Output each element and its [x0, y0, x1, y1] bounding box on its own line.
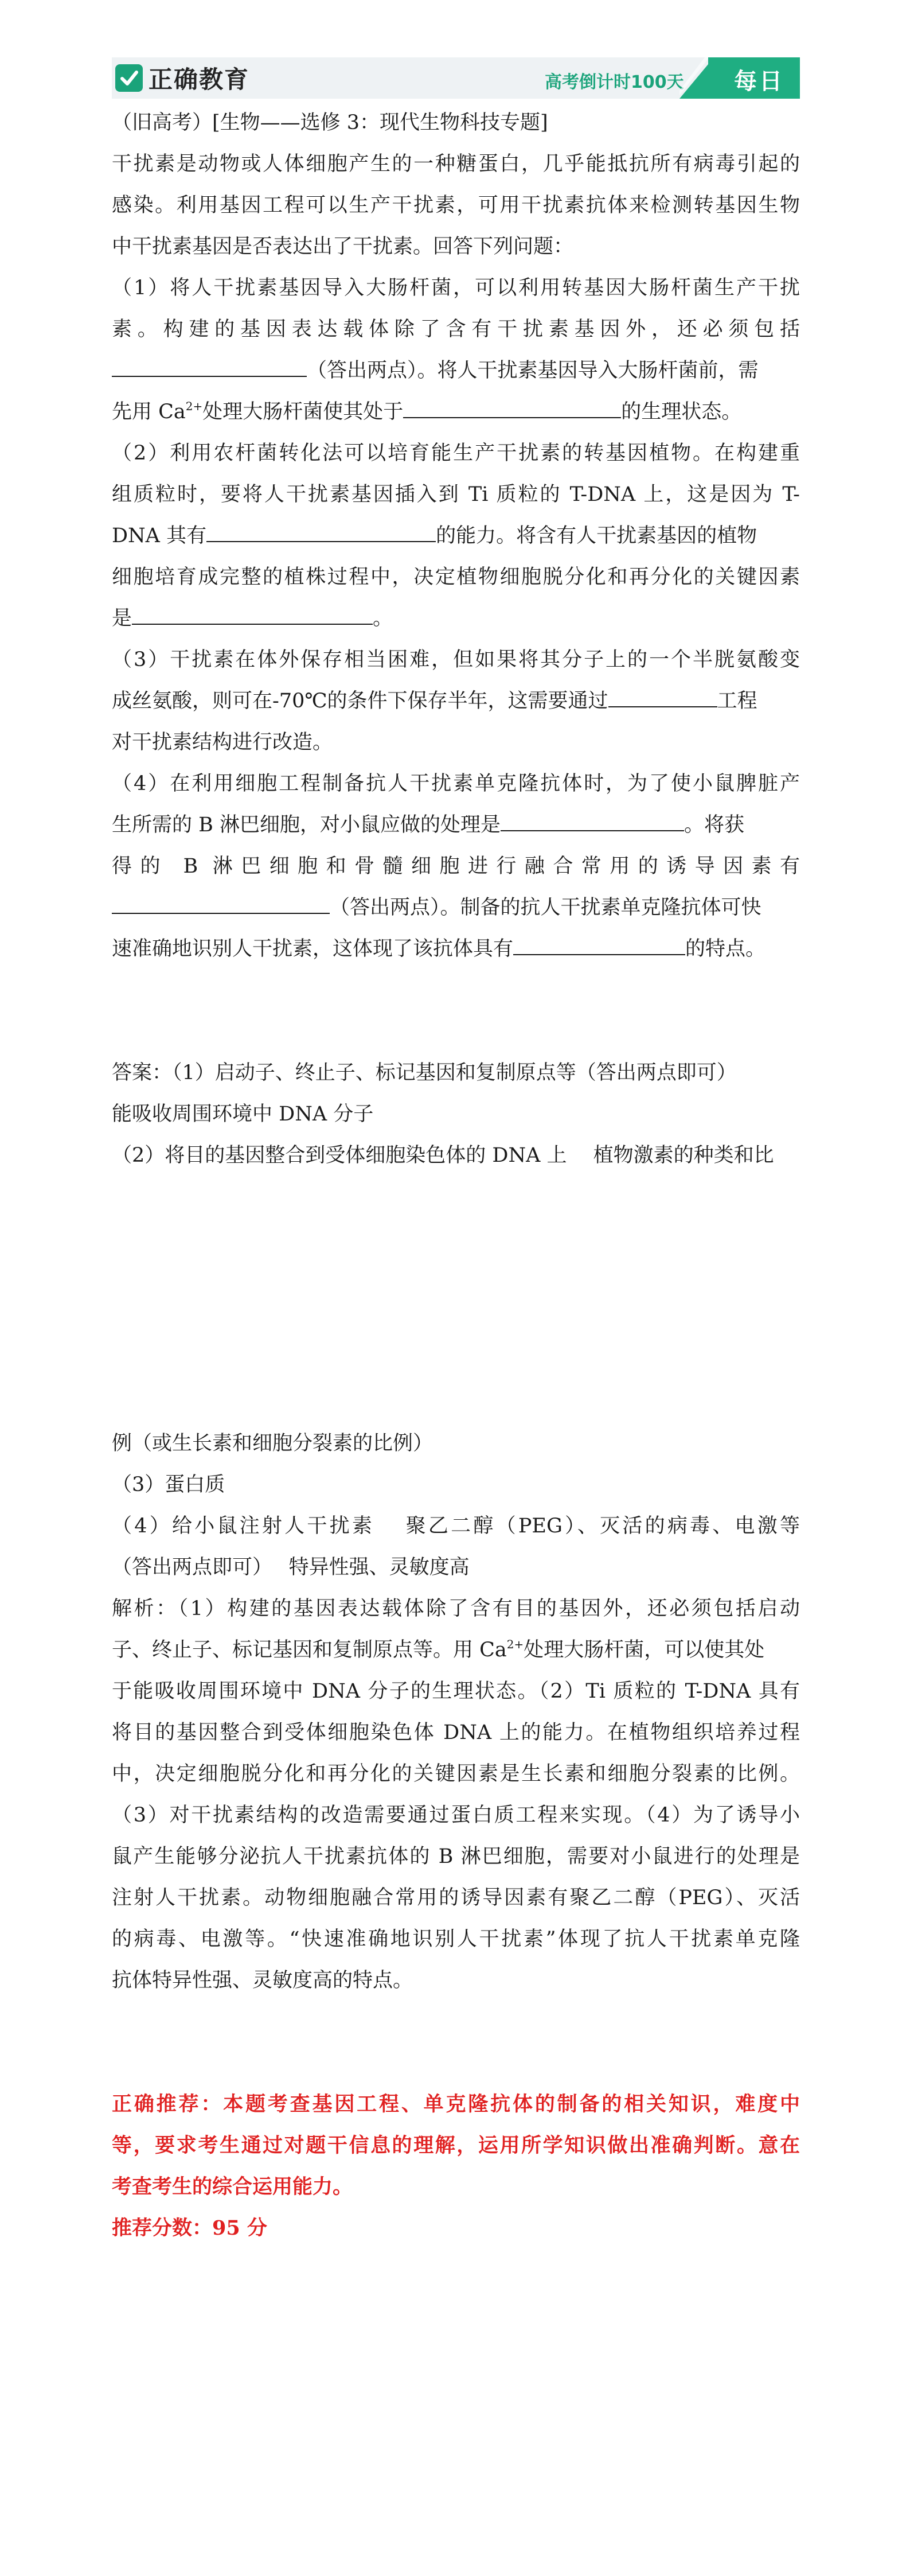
analysis-line: 解析：（1）构建的基因表达载体除了含有目的基因外，还必须包括启动 — [112, 1597, 800, 1620]
question-part2-line: 细胞培育成完整的植株过程中，决定植物细胞脱分化和再分化的关键因素 — [112, 566, 800, 589]
analysis-line: （3）对干扰素结构的改造需要通过蛋白质工程来实现。（4）为了诱导小 — [112, 1804, 800, 1827]
checkmark-icon — [115, 64, 143, 92]
brand-logo — [115, 63, 249, 93]
recommend-line: 等，要求考生通过对题干信息的理解，运用所学知识做出准确判断。意在 — [112, 2134, 800, 2157]
question-part1-line: （1）将人干扰素基因导入大肠杆菌，可以利用转基因大肠杆菌生产干扰 — [112, 277, 800, 299]
question-intro-line: 感染。利用基因工程可以生产干扰素，可用干扰素抗体来检测转基因生物 — [112, 194, 800, 217]
spacer — [112, 1011, 800, 1052]
answer-blank — [501, 808, 684, 831]
answer-blank — [112, 891, 330, 914]
answer-blank — [513, 932, 685, 955]
analysis-line: 的病毒、电激等。“快速准确地识别人干扰素”体现了抗人干扰素单克隆 — [112, 1928, 800, 1951]
analysis-line: 将目的基因整合到受体细胞染色体 DNA 上的能力。在植物组织培养过程 — [112, 1721, 800, 1744]
question-part3-line: 成丝氨酸，则可在-70℃的条件下保存半年，这需要通过 工程 — [112, 680, 800, 722]
answer-line: （答出两点即可） 特异性强、灵敏度高 — [112, 1556, 470, 1579]
question-part4-line: （4）在利用细胞工程制备抗人干扰素单克隆抗体时，为了使小鼠脾脏产 — [112, 772, 800, 795]
answer-blank — [608, 684, 717, 707]
recommend-score: 推荐分数：95 分 — [112, 2216, 267, 2240]
question-part4-line: 得的 B 淋巴细胞和骨髓细胞进行融合常用的诱导因素有 — [112, 855, 800, 878]
document-body — [112, 102, 800, 2249]
question-part3-line: （3）干扰素在体外保存相当困难，但如果将其分子上的一个半胱氨酸变 — [112, 648, 800, 671]
analysis-line: 抗体特异性强、灵敏度高的特点。 — [112, 1969, 413, 1992]
answer-line: （2）将目的基因整合到受体细胞染色体的 DNA 上 植物激素的种类和比 — [112, 1144, 774, 1167]
question-part2-line: 是 。 — [112, 598, 800, 639]
spacer — [112, 970, 800, 1011]
question-part4-line: 生所需的 B 淋巴细胞，对小鼠应做的处理是 。将获 — [112, 804, 800, 846]
question-part2-line: （2）利用农杆菌转化法可以培育能生产干扰素的转基因植物。在构建重 — [112, 442, 800, 465]
answer-blank — [206, 519, 436, 542]
question-part2-line: 组质粒时，要将人干扰素基因插入到 Ti 质粒的 T-DNA 上，这是因为 T- — [112, 483, 800, 506]
question-part1-line: 素。构建的基因表达载体除了含有干扰素基因外，还必须包括 — [112, 318, 800, 341]
question-part2-line: DNA 其有 的能力。将含有人干扰素基因的植物 — [112, 515, 800, 557]
daily-question-label: 每日一题 — [734, 68, 784, 127]
recommend-line: 考查考生的综合运用能力。 — [112, 2175, 353, 2198]
analysis-line: 子、终止子、标记基因和复制原点等。用 $Ca^{2+}$处理大肠杆菌，可以使其处 — [112, 1637, 765, 1661]
question-part3-line: 对干扰素结构进行改造。 — [112, 731, 333, 754]
question-part1-line: （答出两点）。将人干扰素基因导入大肠杆菌前，需 — [112, 350, 800, 391]
brand-name: 正确教育 — [149, 65, 250, 94]
spacer — [112, 1176, 800, 1423]
answer-line: 答案：（1）启动子、终止子、标记基因和复制原点等（答出两点即可） — [112, 1061, 737, 1084]
answer-line: （4）给小鼠注射人干扰素 聚乙二醇（PEG）、灭活的病毒、电激等 — [112, 1515, 800, 1538]
analysis-line: 中，决定细胞脱分化和再分化的关键因素是生长素和细胞分裂素的比例。 — [112, 1762, 800, 1785]
answer-blank — [132, 602, 373, 625]
recommend-line: 正确推荐：本题考查基因工程、单克隆抗体的制备的相关知识，难度中 — [112, 2092, 800, 2116]
analysis-line: 注射人干扰素。动物细胞融合常用的诱导因素有聚乙二醇（PEG）、灭活 — [112, 1886, 800, 1909]
answer-line: 能吸收周围环境中 DNA 分子 — [112, 1103, 374, 1126]
question-part4-line: 速准确地识别人干扰素，这体现了该抗体具有 的特点。 — [112, 928, 800, 970]
analysis-line: 鼠产生能够分泌抗人干扰素抗体的 B 淋巴细胞，需要对小鼠进行的处理是 — [112, 1845, 800, 1868]
spacer — [112, 2042, 800, 2084]
question-part4-line: （答出两点）。制备的抗人干扰素单克隆抗体可快 — [112, 887, 800, 928]
analysis-line: 于能吸收周围环境中 DNA 分子的生理状态。（2）Ti 质粒的 T-DNA 具有 — [112, 1680, 800, 1703]
countdown-label: 高考倒计时100天 — [545, 72, 684, 92]
question-part1-line: 先用 $Ca^{2+}$处理大肠杆菌使其处于 的生理状态。 — [112, 391, 800, 433]
answer-line: 例（或生长素和细胞分裂素的比例） — [112, 1432, 433, 1455]
answer-line: （3）蛋白质 — [112, 1473, 225, 1496]
answer-blank — [403, 395, 621, 418]
answer-blank — [112, 354, 307, 377]
question-title: （旧高考）[生物——选修 3：现代生物科技专题] — [112, 111, 548, 134]
question-intro-line: 中干扰素基因是否表达出了干扰素。回答下列问题： — [112, 235, 574, 258]
spacer — [112, 2001, 800, 2042]
question-intro-line: 干扰素是动物或人体细胞产生的一种糖蛋白，几乎能抵抗所有病毒引起的 — [112, 153, 800, 176]
